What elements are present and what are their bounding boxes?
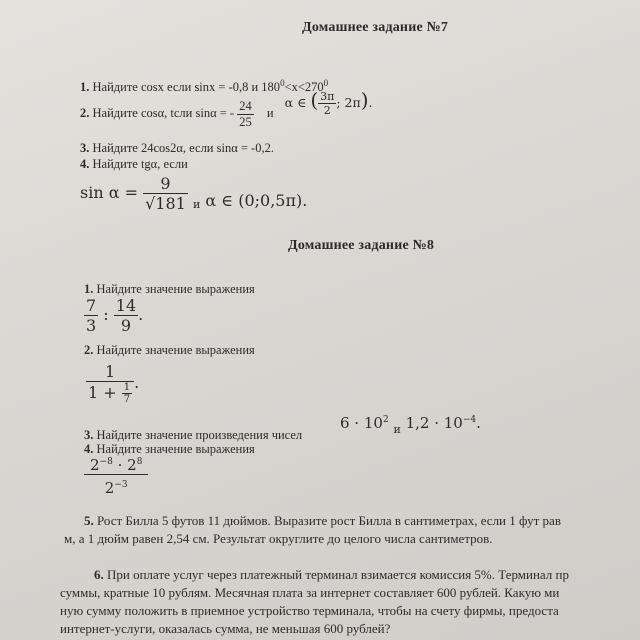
exponent-1: 2 <box>382 415 389 425</box>
task-number: 2. <box>84 343 94 357</box>
fraction-numerator: 1 <box>104 362 116 381</box>
degree-sup: 0 <box>280 78 285 88</box>
small-numerator: 1 <box>123 382 131 393</box>
number-1: 6 · 10 <box>340 414 383 432</box>
hw8-task-3 <box>84 428 302 443</box>
hw7-task-4-formula <box>80 174 307 213</box>
fraction <box>237 99 254 130</box>
interval-condition: α ∈ (0;0,5π). <box>205 191 308 210</box>
hw8-task-3-expr <box>340 414 481 436</box>
exponent: −3 <box>114 480 128 490</box>
task-text: Найдите значение произведения чисел <box>96 428 303 442</box>
task-line: Рост Билла 5 футов 11 дюймов. Выразите рост Билла в сантиметрах, если 1 фут рав <box>97 513 561 528</box>
degree-sup: 0 <box>323 78 329 88</box>
complex-fraction <box>86 362 134 405</box>
task-text: Найдите cosα, tсли sinα = - <box>92 106 235 120</box>
task-text: Найдите значение выражения <box>96 442 255 456</box>
hw8-task-4 <box>84 442 255 457</box>
hw8-task-1-expr <box>84 296 143 335</box>
exponent-2: −4 <box>462 415 477 425</box>
hw8-task-2-expr <box>86 362 139 405</box>
small-denominator: 7 <box>123 394 131 405</box>
task-number: 3. <box>80 141 90 155</box>
fraction <box>143 174 188 213</box>
fraction-denominator <box>84 474 148 497</box>
hw8-task-6 <box>60 566 569 638</box>
interval-condition: α ∈ ( $\frac{3\pi}{2}$ ; 2π). <box>284 88 373 117</box>
fraction-a <box>84 296 98 335</box>
hw7-title: Домашнее задание №7 <box>302 20 449 35</box>
task-line: суммы, кратные 10 рублям. Месячная плата за интернет составляет 600 рублей. Какую ми <box>60 585 560 600</box>
interval-denominator: 2 <box>318 103 336 117</box>
hw8-task-4-expr <box>84 456 148 497</box>
times-base: · 2 <box>112 456 137 474</box>
task-number: 4. <box>80 157 90 171</box>
hw8-task-2 <box>84 343 255 358</box>
division-sign: : <box>103 305 109 324</box>
fraction-denominator: 9 <box>114 315 138 335</box>
task-text: Найдите 24cos2α, если sinα = -0,2. <box>92 141 274 155</box>
hw8-task-5 <box>64 512 561 548</box>
task-text: Найдите значение выражения <box>96 343 255 357</box>
hw7-task-4 <box>80 157 188 172</box>
interval-numerator: 3π <box>320 90 335 103</box>
fraction-denominator: 3 <box>86 316 97 335</box>
hw8-task-1 <box>84 282 255 297</box>
fraction-numerator: 9 <box>160 174 171 193</box>
exponent: −8 <box>99 457 113 467</box>
fraction-numerator: 14 <box>115 296 137 315</box>
hw7-task-1 <box>80 78 328 95</box>
base: 2 <box>104 479 115 497</box>
task-line: м, а 1 дюйм равен 2,54 см. Результат округлите до целого числа сантиметров. <box>64 531 493 546</box>
and-word: и <box>266 106 274 120</box>
fraction-numerator: 7 <box>86 296 97 315</box>
task-number: 1. <box>84 282 94 296</box>
task-number: 5. <box>84 513 94 528</box>
task-text: Найдите значение выражения <box>96 282 255 296</box>
expr-tail: . <box>138 305 144 324</box>
expr-tail: . <box>476 414 481 432</box>
fraction-b <box>114 296 138 335</box>
interval-tail: ; 2π <box>336 95 361 110</box>
task-number: 6. <box>94 567 104 582</box>
task-line: ную сумму положить в приемное устройство терминала, чтобы на счету фирмы, предоста <box>60 603 559 618</box>
fraction-denominator: 25 <box>239 114 252 129</box>
fraction-numerator: 24 <box>239 98 252 113</box>
fraction-denominator: √181 <box>145 194 186 213</box>
task-number: 4. <box>84 442 94 456</box>
task-number: 1. <box>80 80 90 95</box>
alpha-in: α ∈ <box>284 95 307 110</box>
base: 2 <box>90 456 100 474</box>
interval-fraction <box>318 90 336 117</box>
and-word: и <box>192 198 201 211</box>
small-fraction <box>122 382 132 405</box>
power-fraction <box>84 456 148 497</box>
task-text: Найдите tgα, если <box>92 157 188 171</box>
hw8-title: Домашнее задание №8 <box>288 238 435 253</box>
exponent: 8 <box>136 457 143 467</box>
denominator-lead: 1 + <box>88 383 117 402</box>
fraction-denominator <box>86 381 134 405</box>
fraction-numerator <box>84 456 148 474</box>
task-line: При оплате услуг через платежный терминал взимается комиссия 5%. Терминал пр <box>107 567 569 582</box>
task-text: Найдите cosx если sinx = -0,8 и 180 <box>92 80 281 95</box>
task-number: 2. <box>80 106 90 120</box>
hw7-task-3 <box>80 141 274 156</box>
task-number: 3. <box>84 428 94 442</box>
expr-tail: . <box>134 373 140 392</box>
and-word: и <box>393 423 401 436</box>
task-line: интернет-услуги, оказалась сумма, не меньшая 600 рублей? <box>60 621 391 636</box>
formula-lhs: sin α = <box>80 183 139 202</box>
task-text-mid: <x<270 <box>284 80 324 95</box>
number-2: 1,2 · 10 <box>405 414 463 432</box>
